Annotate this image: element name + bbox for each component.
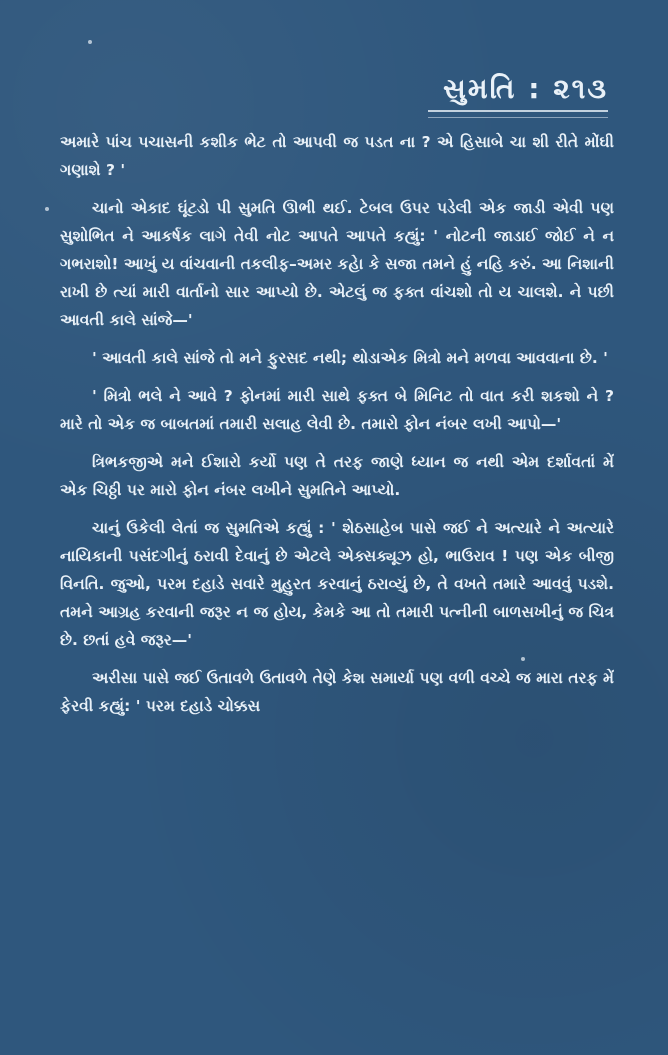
paper-speck bbox=[45, 207, 49, 211]
header-underline bbox=[428, 110, 608, 118]
paragraph-7: અરીસા પાસે જઈ ઉતાવળે ઉતાવળે તેણે કેશ સમાર્યા પણ વળી વચ્ચે જ મારા તરફ મેં ફેરવી કહ્યું: ' પરમ દહાડે ચોક્કસ bbox=[60, 669, 614, 715]
paper-speck bbox=[88, 40, 92, 44]
paragraph-6: ચાનું ઉકેલી લેતાં જ સુમતિએ કહ્યું : ' શેઠસાહેબ પાસે જઈ ને અત્યારે ને અત્યારે નાયિકાની પસંદગીનું ઠરાવી દેવાનું છે એટલે એક્સક્યૂઝ હો, ભાઉરાવ ! પણ એક બીજી વિનતિ. જુઓ, પરમ દહાડે સવારે મુહુરત કરવાનું ઠરાવ્યું છે, તે વખતે તમારે આવવું પડશે. તમને આગ્રહ કરવાની જરૂર ન જ હોય, કેમકે આ તો તમારી પત્નીની બાળસખીનું જ ચિત્ર છે. છતાં હવે જરૂર—' bbox=[60, 519, 614, 649]
page-header bbox=[428, 72, 608, 118]
paragraph-5: ત્રિભકજીએ મને ઈશારો કર્યો પણ તે તરફ જાણે ધ્યાન જ નથી એમ દર્શાવતાં મેં એક ચિઠ્ઠી પર મારો ફોન નંબર લખીને સુમતિને આપ્યો. bbox=[60, 453, 614, 499]
body-text bbox=[60, 128, 614, 730]
paragraph-1: અમારે પાંચ પચાસની કશીક ભેટ તો આપવી જ પડત ના ? એ હિસાબે ચા શી રીતે મોંઘી ગણાશે ? ' bbox=[60, 133, 614, 179]
paragraph-2: ચાનો એકાદ ઘૂંટડો પી સુમતિ ઊભી થઈ. ટેબલ ઉપર પડેલી એક જાડી એવી પણ સુશોભિત ને આકર્ષક લાગે તેવી નોટ આપતે આપતે કહ્યું: ' નોટની જાડાઈ જોઈ ને ન ગભરાશો! આખું ય વાંચવાની તકલીફ–અમર કહેા કે સજા તમને હું નહિ કરું. આ નિશાની રાખી છે ત્યાં મારી વાર્તાનો સાર આપ્યો છે. એટલું જ ફક્ત વાંચશો તો ય ચાલશે. ને પછી આવતી કાલે સાંજે—' bbox=[60, 199, 614, 329]
paragraph-3: ' આવતી કાલે સાંજે તો મને ફુરસદ નથી; થોડાએક મિત્રો મને મળવા આવવાના છે. ' bbox=[92, 349, 608, 367]
page-title: સુમતિ : ૨૧૩ bbox=[443, 72, 608, 105]
paragraph-4: ' મિત્રો ભલે ને આવે ? ફોનમાં મારી સાથે ફક્ત બે મિનિટ તો વાત કરી શકશો ને ? મારે તો એક જ બાબતમાં તમારી સલાહ લેવી છે. તમારો ફોન નંબર લખી આપો—' bbox=[60, 387, 614, 433]
